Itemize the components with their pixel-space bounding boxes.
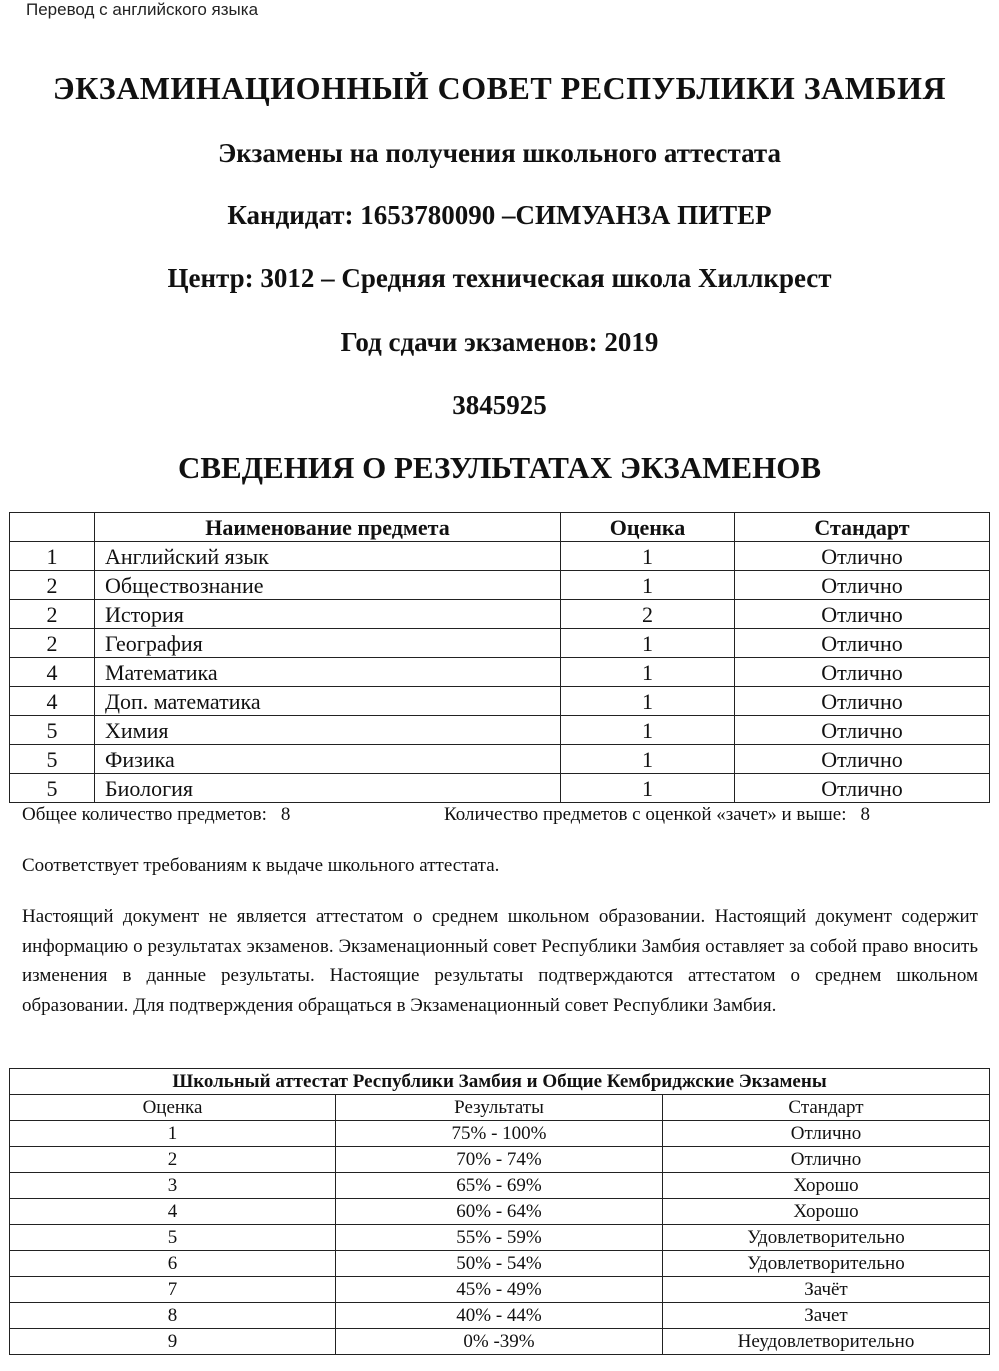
results-title: СВЕДЕНИЯ О РЕЗУЛЬТАТАХ ЭКЗАМЕНОВ [177, 450, 822, 485]
row-number: 5 [10, 745, 95, 774]
requirement-statement: Соответствует требованиям к выдаче школьного аттестата. [22, 855, 500, 876]
table-row [10, 1251, 990, 1277]
scale-range: 50% - 54% [336, 1251, 663, 1277]
subject-name: Химия [95, 716, 561, 745]
subject-name: Обществознание [95, 571, 561, 600]
col-standard-header: Стандарт [735, 513, 990, 542]
scale-standard: Отлично [663, 1121, 990, 1147]
scale-header-row [10, 1095, 990, 1121]
subject-grade: 1 [561, 542, 735, 571]
scale-standard: Хорошо [663, 1173, 990, 1199]
table-row [10, 1199, 990, 1225]
translation-note: Перевод с английского языка [26, 0, 259, 19]
subject-grade: 1 [561, 687, 735, 716]
scale-standard: Отлично [663, 1147, 990, 1173]
subject-name: Биология [95, 774, 561, 803]
scale-caption: Школьный аттестат Республики Замбия и Общие Кембриджские Экзамены [10, 1069, 990, 1095]
table-row [10, 600, 990, 629]
table-row [10, 658, 990, 687]
col-number-header [10, 513, 95, 542]
table-row [10, 687, 990, 716]
scale-standard: Удовлетворительно [663, 1225, 990, 1251]
row-number: 2 [10, 629, 95, 658]
row-number: 4 [10, 658, 95, 687]
subject-grade: 1 [561, 774, 735, 803]
scale-standard: Хорошо [663, 1199, 990, 1225]
scale-caption-row [10, 1069, 990, 1095]
subject-name: Физика [95, 745, 561, 774]
subject-name: География [95, 629, 561, 658]
subject-name: Доп. математика [95, 687, 561, 716]
table-row [10, 1329, 990, 1355]
scale-grade: 5 [10, 1225, 336, 1251]
total-subjects-label: Общее количество предметов: [22, 804, 267, 825]
table-row [10, 571, 990, 600]
scale-results-header: Результаты [336, 1095, 663, 1121]
disclaimer-paragraph: Настоящий документ не является аттестатом о среднем школьном образовании. Настоящий документ содержит информацию о результатах экзаменов. Экзаменационный совет Республики Замбия оставляет за собой право вносить изменения в данные результаты. Настоящие результаты подтверждаются аттестатом о среднем школьном образовании. Для подтверждения обращаться в Экзаменационный совет Республики Замбия. [22, 906, 978, 1016]
scale-standard-header: Стандарт [663, 1095, 990, 1121]
row-number: 2 [10, 600, 95, 629]
subject-standard: Отлично [735, 774, 990, 803]
candidate-line: Кандидат: 1653780090 –СИМУАНЗА ПИТЕР [227, 200, 772, 230]
exam-year-line: Год сдачи экзаменов: 2019 [340, 327, 659, 357]
col-subject-header: Наименование предмета [95, 513, 561, 542]
scale-standard: Неудовлетворительно [663, 1329, 990, 1355]
exam-title: Экзамены на получения школьного аттестата [217, 138, 782, 168]
table-row [10, 1147, 990, 1173]
council-title: ЭКЗАМИНАЦИОННЫЙ СОВЕТ РЕСПУБЛИКИ ЗАМБИЯ [52, 70, 947, 106]
subject-standard: Отлично [735, 745, 990, 774]
passed-subjects-label: Количество предметов с оценкой «зачет» и выше: [444, 804, 847, 825]
subject-standard: Отлично [735, 716, 990, 745]
table-row [10, 716, 990, 745]
scale-range: 45% - 49% [336, 1277, 663, 1303]
scale-range: 70% - 74% [336, 1147, 663, 1173]
scale-grade: 7 [10, 1277, 336, 1303]
table-row [10, 542, 990, 571]
subject-grade: 1 [561, 716, 735, 745]
subject-standard: Отлично [735, 542, 990, 571]
table-row [10, 745, 990, 774]
results-table [9, 512, 990, 803]
table-row [10, 1277, 990, 1303]
passed-subjects-value: 8 [860, 804, 871, 825]
row-number: 4 [10, 687, 95, 716]
subject-standard: Отлично [735, 687, 990, 716]
subject-grade: 1 [561, 658, 735, 687]
subject-grade: 1 [561, 745, 735, 774]
row-number: 5 [10, 716, 95, 745]
subject-grade: 2 [561, 600, 735, 629]
row-number: 5 [10, 774, 95, 803]
subject-name: Английский язык [95, 542, 561, 571]
total-subjects-value: 8 [280, 804, 291, 825]
scale-grade: 4 [10, 1199, 336, 1225]
row-number: 2 [10, 571, 95, 600]
table-row [10, 774, 990, 803]
col-grade-header: Оценка [561, 513, 735, 542]
table-row [10, 1303, 990, 1329]
scale-standard: Зачет [663, 1303, 990, 1329]
scale-grade: 6 [10, 1251, 336, 1277]
subject-standard: Отлично [735, 571, 990, 600]
subject-grade: 1 [561, 571, 735, 600]
scale-range: 65% - 69% [336, 1173, 663, 1199]
subject-standard: Отлично [735, 658, 990, 687]
scale-grade: 3 [10, 1173, 336, 1199]
subject-standard: Отлично [735, 629, 990, 658]
grading-scale-table [9, 1068, 990, 1355]
centre-line: Центр: 3012 – Средняя техническая школа Хиллкрест [167, 263, 832, 293]
scale-range: 60% - 64% [336, 1199, 663, 1225]
table-row [10, 629, 990, 658]
scale-range: 75% - 100% [336, 1121, 663, 1147]
scale-range: 40% - 44% [336, 1303, 663, 1329]
scale-grade-header: Оценка [10, 1095, 336, 1121]
subject-name: История [95, 600, 561, 629]
scale-grade: 1 [10, 1121, 336, 1147]
subject-name: Математика [95, 658, 561, 687]
total-subjects [22, 804, 290, 826]
table-row [10, 1121, 990, 1147]
passed-subjects [444, 804, 870, 826]
table-row [10, 1225, 990, 1251]
results-header-row [10, 513, 990, 542]
subject-standard: Отлично [735, 600, 990, 629]
scale-grade: 8 [10, 1303, 336, 1329]
scale-standard: Удовлетворительно [663, 1251, 990, 1277]
scale-range: 55% - 59% [336, 1225, 663, 1251]
scale-grade: 2 [10, 1147, 336, 1173]
scale-grade: 9 [10, 1329, 336, 1355]
table-row [10, 1173, 990, 1199]
scale-standard: Зачёт [663, 1277, 990, 1303]
subject-grade: 1 [561, 629, 735, 658]
row-number: 1 [10, 542, 95, 571]
document-number: 3845925 [452, 390, 547, 420]
scale-range: 0% -39% [336, 1329, 663, 1355]
